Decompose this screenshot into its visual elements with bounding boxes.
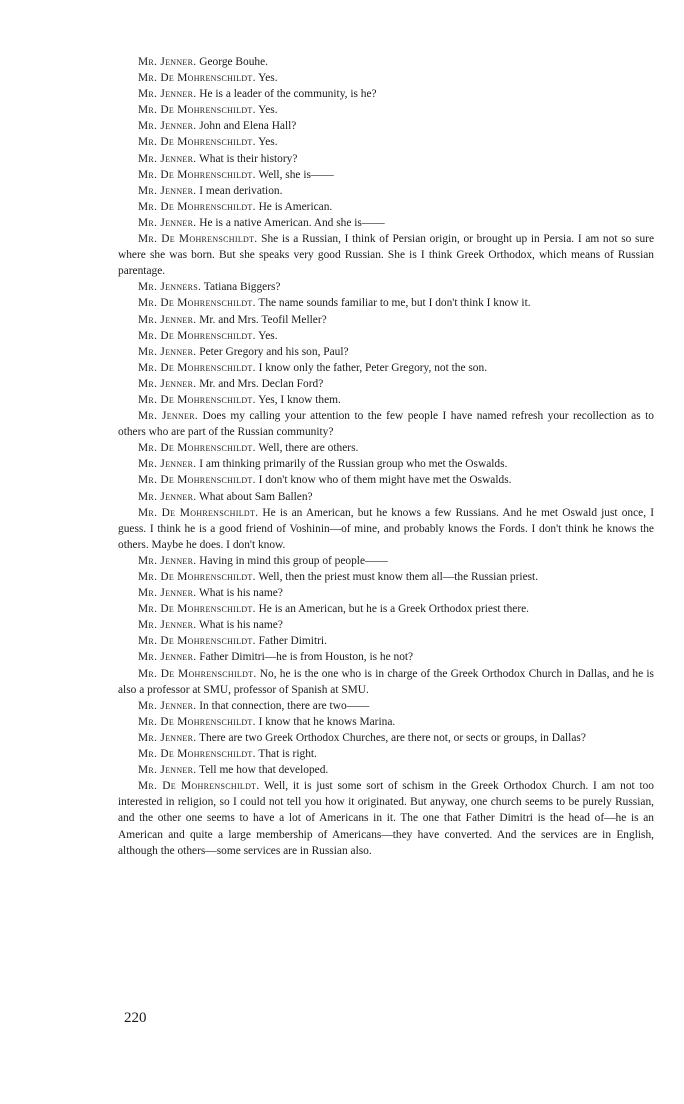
testimony-paragraph (118, 569, 654, 585)
testimony-paragraph (118, 730, 654, 746)
testimony-paragraph (118, 70, 654, 86)
transcript-page (118, 54, 654, 859)
testimony-text: Father Dimitri. (255, 635, 327, 648)
speaker-label: Mr. De Mohrenschildt. (138, 780, 260, 793)
testimony-text: He is an American, but he is a Greek Orthodox priest there. (255, 603, 530, 616)
testimony-text: Mr. and Mrs. Declan Ford? (196, 377, 324, 390)
testimony-paragraph (118, 601, 654, 617)
testimony-text: I don't know who of them might have met the Oswalds. (255, 474, 512, 487)
speaker-label: Mr. De Mohrenschildt. (138, 667, 257, 680)
testimony-text: Well, there are others. (255, 442, 359, 455)
speaker-label: Mr. De Mohrenschildt. (138, 474, 256, 487)
speaker-label: Mr. De Mohrenschildt. (138, 200, 256, 213)
speaker-label: Mr. De Mohrenschildt. (138, 72, 256, 85)
testimony-text: George Bouhe. (196, 56, 269, 68)
speaker-label: Mr. Jenner. (138, 458, 197, 471)
speaker-label: Mr. Jenner. (138, 216, 197, 229)
testimony-paragraph (118, 376, 654, 392)
speaker-label: Mr. De Mohrenschildt. (138, 603, 256, 616)
speaker-label: Mr. De Mohrenschildt. (138, 506, 259, 519)
speaker-label: Mr. De Mohrenschildt. (138, 571, 256, 583)
testimony-paragraph (118, 86, 654, 102)
testimony-text: Father Dimitri—he is from Houston, is he not? (196, 651, 414, 664)
testimony-paragraph (118, 778, 654, 858)
speaker-label: Mr. Jenner. (138, 731, 197, 744)
testimony-paragraph (118, 489, 654, 505)
testimony-paragraph (118, 279, 654, 295)
testimony-text: Yes. (255, 136, 278, 149)
testimony-text: Mr. and Mrs. Teofil Meller? (196, 313, 327, 326)
testimony-text: Tatiana Biggers? (201, 281, 281, 294)
testimony-text: Well, it is just some sort of schism in the Greek Orthodox Church. I am not too interested in religion, so I could not tell you how it originated. But anyway, one church seems to be purely Russian, and the other one seems to have a lot of Americans in it. The one that Father Dimitri is the head of—he is an American and quite a large membership of Americans—they have converted. And the services are in English, although the others—some services are in Russian also. (118, 780, 654, 857)
testimony-paragraph (118, 666, 654, 698)
testimony-paragraph (118, 102, 654, 118)
testimony-text: The name sounds familiar to me, but I don't think I know it. (255, 297, 531, 310)
testimony-text: He is an American, but he knows a few Russians. And he met Oswald just once, I guess. I think he is a good friend of Voshinin—of mine, and probably knows the Fords. I don't think he knows the others. Maybe he does. I don't know. (118, 506, 654, 551)
testimony-text: Yes. (255, 329, 278, 342)
testimony-text: What is their history? (196, 152, 298, 165)
testimony-text: I am thinking primarily of the Russian group who met the Oswalds. (196, 458, 508, 471)
testimony-paragraph (118, 295, 654, 311)
testimony-paragraph (118, 312, 654, 328)
speaker-label: Mr. Jenner. (138, 699, 197, 712)
testimony-paragraph (118, 649, 654, 665)
testimony-paragraph (118, 167, 654, 183)
testimony-text: Well, she is—— (255, 168, 334, 181)
testimony-text: What about Sam Ballen? (196, 490, 313, 503)
testimony-text: No, he is the one who is in charge of the Greek Orthodox Church in Dallas, and he is also a professor at SMU, professor of Spanish at SMU. (118, 667, 654, 696)
testimony-text: Yes, I know them. (255, 393, 341, 406)
page-number: 220 (124, 1010, 147, 1026)
testimony-paragraph (118, 633, 654, 649)
speaker-label: Mr. Jenner. (138, 184, 197, 197)
testimony-text: Tell me how that developed. (196, 764, 329, 777)
speaker-label: Mr. Jenner. (138, 587, 197, 600)
speaker-label: Mr. Jenner. (138, 410, 199, 423)
speaker-label: Mr. Jenner. (138, 88, 197, 101)
testimony-paragraph (118, 199, 654, 215)
testimony-text: Having in mind this group of people—— (196, 554, 388, 567)
speaker-label: Mr. Jenner. (138, 377, 197, 390)
testimony-paragraph (118, 456, 654, 472)
speaker-label: Mr. De Mohrenschildt. (138, 361, 256, 374)
testimony-paragraph (118, 408, 654, 440)
speaker-label: Mr. Jenner. (138, 56, 197, 68)
testimony-paragraph (118, 54, 654, 70)
speaker-label: Mr. Jenner. (138, 651, 197, 664)
testimony-text: What is his name? (196, 587, 283, 600)
testimony-text: Well, then the priest must know them all—the Russian priest. (255, 571, 539, 583)
testimony-text: Peter Gregory and his son, Paul? (196, 345, 349, 358)
testimony-text: She is a Russian, I think of Persian origin, or brought up in Persia. I am not so sure where she was born. But she speaks very good Russian. She is I think Greek Orthodox, which means of Russian parentage. (118, 233, 655, 278)
testimony-text: I know that he knows Marina. (255, 715, 396, 728)
testimony-paragraph (118, 183, 654, 199)
speaker-label: Mr. De Mohrenschildt. (138, 233, 258, 246)
testimony-paragraph (118, 392, 654, 408)
testimony-paragraph (118, 440, 654, 456)
testimony-paragraph (118, 553, 654, 569)
speaker-label: Mr. De Mohrenschildt. (138, 168, 256, 181)
speaker-label: Mr. Jenner. (138, 619, 197, 632)
testimony-paragraph (118, 328, 654, 344)
speaker-label: Mr. Jenner. (138, 313, 197, 326)
testimony-text: That is right. (255, 748, 317, 761)
testimony-paragraph (118, 762, 654, 778)
speaker-label: Mr. Jenner. (138, 152, 197, 165)
testimony-paragraph (118, 714, 654, 730)
speaker-label: Mr. De Mohrenschildt. (138, 329, 256, 342)
speaker-label: Mr. Jenner. (138, 490, 197, 503)
testimony-paragraph (118, 746, 654, 762)
speaker-label: Mr. Jenner. (138, 764, 197, 777)
speaker-label: Mr. Jenner. (138, 554, 197, 567)
testimony-paragraph (118, 698, 654, 714)
speaker-label: Mr. De Mohrenschildt. (138, 715, 256, 728)
testimony-paragraph (118, 231, 654, 279)
testimony-paragraph (118, 505, 654, 553)
testimony-text: Yes. (255, 72, 278, 85)
testimony-text: I know only the father, Peter Gregory, not the son. (255, 361, 488, 374)
testimony-text: There are two Greek Orthodox Churches, are there not, or sects or groups, in Dallas? (196, 731, 586, 744)
speaker-label: Mr. De Mohrenschildt. (138, 104, 256, 117)
speaker-label: Mr. Jenner. (138, 345, 197, 358)
testimony-paragraph (118, 134, 654, 150)
testimony-paragraph (118, 360, 654, 376)
testimony-text: He is a leader of the community, is he? (196, 88, 377, 101)
speaker-label: Mr. Jenners. (138, 281, 202, 294)
testimony-text: He is a native American. And she is—— (196, 216, 385, 229)
testimony-paragraph (118, 344, 654, 360)
testimony-text: What is his name? (196, 619, 283, 632)
testimony-paragraph (118, 215, 654, 231)
testimony-text: John and Elena Hall? (196, 120, 297, 133)
testimony-paragraph (118, 585, 654, 601)
speaker-label: Mr. De Mohrenschildt. (138, 635, 256, 648)
testimony-paragraph (118, 617, 654, 633)
speaker-label: Mr. De Mohrenschildt. (138, 297, 256, 310)
testimony-paragraph (118, 118, 654, 134)
testimony-text: Yes. (255, 104, 278, 117)
speaker-label: Mr. De Mohrenschildt. (138, 748, 256, 761)
speaker-label: Mr. De Mohrenschildt. (138, 442, 256, 455)
testimony-text: In that connection, there are two—— (196, 699, 370, 712)
speaker-label: Mr. De Mohrenschildt. (138, 393, 256, 406)
testimony-text: Does my calling your attention to the few people I have named refresh your recollection as to others who are part of the Russian community? (118, 410, 654, 439)
speaker-label: Mr. De Mohrenschildt. (138, 136, 256, 149)
testimony-text: He is American. (255, 200, 333, 213)
speaker-label: Mr. Jenner. (138, 120, 197, 133)
testimony-paragraph (118, 472, 654, 488)
testimony-paragraph (118, 151, 654, 167)
testimony-text: I mean derivation. (196, 184, 283, 197)
